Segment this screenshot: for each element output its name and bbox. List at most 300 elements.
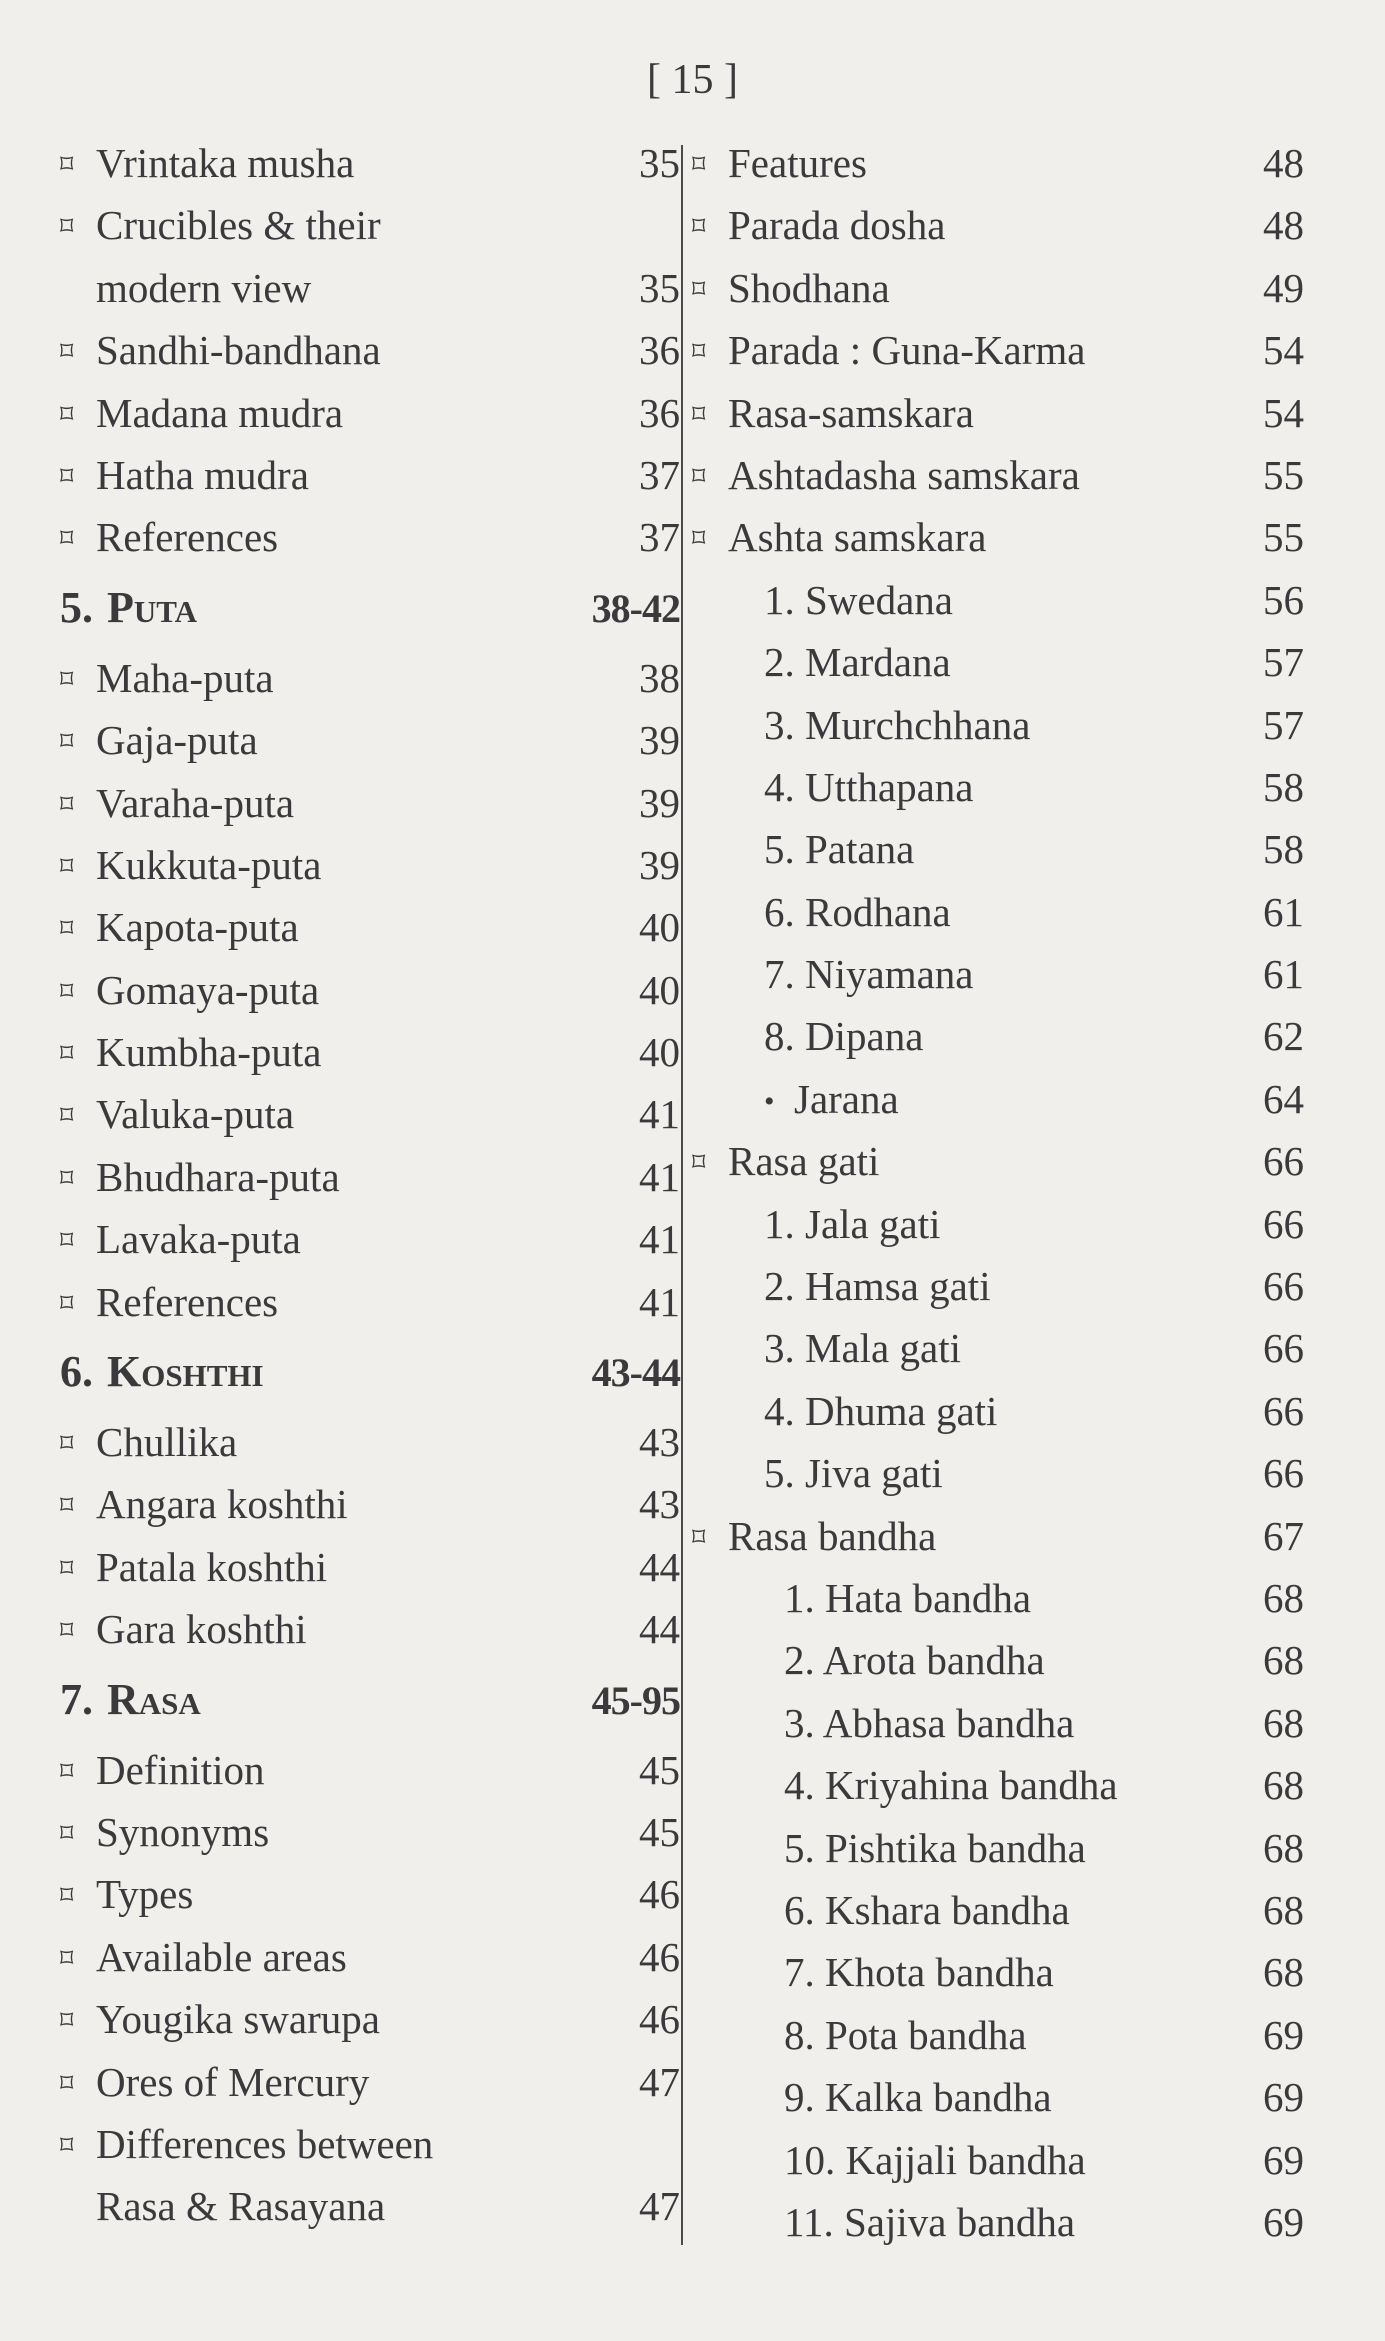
- entry-label: [60, 1598, 307, 1666]
- page-ref: 45: [639, 1746, 680, 1793]
- toc-entry: [692, 569, 1304, 631]
- page-ref: 54: [1263, 389, 1304, 436]
- entry-text: Rasa & Rasayana: [96, 2183, 386, 2230]
- entry-text: Ashta samskara: [728, 514, 987, 561]
- star-bullet-icon: ⌑: [60, 914, 74, 944]
- star-bullet-icon: ⌑: [692, 1522, 706, 1552]
- toc-entry: [60, 1801, 680, 1863]
- toc-entry: [692, 1754, 1304, 1816]
- entry-label: [692, 382, 974, 450]
- star-bullet-icon: ⌑: [60, 1163, 74, 1193]
- entry-label: [692, 631, 951, 693]
- toc-entry: [60, 896, 680, 958]
- toc-entry: [60, 1146, 680, 1208]
- entry-text: 8. Pota bandha: [784, 2011, 1027, 2058]
- entry-text: Kumbha-puta: [96, 1029, 322, 1076]
- entry-text: Gara koshthi: [96, 1606, 307, 1653]
- star-bullet-icon: ⌑: [60, 664, 74, 694]
- toc-entry: [692, 2004, 1304, 2066]
- page-ref: 35: [639, 264, 680, 311]
- entry-text: Lavaka-puta: [96, 1216, 301, 1263]
- entry-text: Kukkuta-puta: [96, 841, 322, 888]
- entry-label: [692, 1005, 923, 1067]
- page-ref: 68: [1263, 1762, 1304, 1809]
- star-bullet-icon: ⌑: [60, 1429, 74, 1459]
- entry-text: Parada : Guna-Karma: [728, 327, 1086, 374]
- entry-text: 3. Murchchhana: [764, 701, 1031, 748]
- page-ref: 68: [1263, 1949, 1304, 1996]
- entry-text: Rasa gati: [728, 1138, 880, 1185]
- page-ref: 62: [1263, 1013, 1304, 1060]
- entry-label: [60, 1661, 201, 1739]
- entry-label: [692, 1505, 936, 1573]
- toc-entry: [692, 444, 1304, 506]
- toc-entry: [692, 1505, 1304, 1567]
- entry-text: Kapota-puta: [96, 904, 299, 951]
- star-bullet-icon: ⌑: [60, 1101, 74, 1131]
- section-title: Koshthi: [107, 1347, 264, 1397]
- toc-entry: [60, 257, 680, 319]
- toc-entry: [60, 2175, 680, 2237]
- entry-text: Maha-puta: [96, 654, 274, 701]
- star-bullet-icon: ⌑: [60, 727, 74, 757]
- section-title: Puta: [107, 582, 198, 632]
- toc-entry: [60, 1863, 680, 1925]
- entry-label: [692, 1317, 961, 1379]
- toc-entry: [60, 772, 680, 834]
- star-bullet-icon: ⌑: [60, 1553, 74, 1583]
- toc-entry: [60, 444, 680, 506]
- entry-label: [60, 1926, 347, 1994]
- entry-label: [692, 319, 1085, 387]
- star-bullet-icon: ⌑: [692, 1148, 706, 1178]
- page-number: [ 15 ]: [647, 57, 738, 103]
- page-ref: 68: [1263, 1574, 1304, 1621]
- entry-text: Available areas: [96, 1933, 347, 1980]
- page-ref: 39: [639, 841, 680, 888]
- entry-text: Gaja-puta: [96, 717, 258, 764]
- page-ref: 66: [1263, 1200, 1304, 1247]
- entry-text: 7. Khota bandha: [784, 1949, 1054, 1996]
- page-ref: 39: [639, 779, 680, 826]
- entry-text: 1. Hata bandha: [784, 1574, 1032, 1621]
- entry-label: [60, 506, 278, 574]
- entry-label: [60, 1021, 321, 1089]
- star-bullet-icon: ⌑: [692, 524, 706, 554]
- star-bullet-icon: ⌑: [60, 1881, 74, 1911]
- entry-label: [60, 2051, 369, 2119]
- toc-entry: [692, 1692, 1304, 1754]
- page-ref: 41: [639, 1216, 680, 1263]
- toc-entry: [692, 756, 1304, 818]
- entry-text: 5. Jiva gati: [764, 1450, 943, 1497]
- page-ref: 41: [639, 1278, 680, 1325]
- star-bullet-icon: ⌑: [60, 851, 74, 881]
- entry-label: [692, 444, 1080, 512]
- star-bullet-icon: ⌑: [60, 1226, 74, 1256]
- toc-entry: [60, 382, 680, 444]
- entry-label: [692, 694, 1030, 756]
- entry-label: [692, 943, 973, 1005]
- entry-text: 1. Jala gati: [764, 1200, 941, 1247]
- page-ref: 40: [639, 904, 680, 951]
- page-ref: 67: [1263, 1512, 1304, 1559]
- section-number: 5.: [60, 582, 93, 632]
- page-ref: 46: [639, 1933, 680, 1980]
- page-ref: 36: [639, 389, 680, 436]
- toc-entry: [60, 1926, 680, 1988]
- toc-entry: [60, 1208, 680, 1270]
- toc-entry: [60, 132, 680, 194]
- entry-label: [60, 2175, 385, 2237]
- entry-label: [60, 1411, 237, 1479]
- entry-label: [692, 1442, 943, 1504]
- page-ref: 45: [639, 1808, 680, 1855]
- toc-entry: [692, 2129, 1304, 2191]
- page-ref: 57: [1263, 701, 1304, 748]
- entry-label: [60, 1801, 269, 1869]
- entry-text: 3. Abhasa bandha: [784, 1699, 1075, 1746]
- star-bullet-icon: ⌑: [60, 337, 74, 367]
- entry-label: [692, 1817, 1086, 1879]
- entry-text: Gomaya-puta: [96, 966, 320, 1013]
- page-ref: 43: [639, 1481, 680, 1528]
- entry-label: [60, 194, 381, 262]
- page-ref: 47: [639, 2058, 680, 2105]
- page-ref: 58: [1263, 826, 1304, 873]
- page-ref: 55: [1263, 514, 1304, 561]
- entry-text: Hatha mudra: [96, 451, 309, 498]
- star-bullet-icon: ⌑: [60, 2130, 74, 2160]
- toc-entry: [60, 1598, 680, 1660]
- entry-text: Shodhana: [728, 264, 890, 311]
- entry-text: 4. Kriyahina bandha: [784, 1762, 1118, 1809]
- page-ref: 35: [639, 140, 680, 186]
- star-bullet-icon: ⌑: [60, 1818, 74, 1848]
- entry-text: 3. Mala gati: [764, 1325, 961, 1372]
- page-ref: 48: [1263, 140, 1304, 186]
- entry-text: Bhudhara-puta: [96, 1153, 340, 1200]
- page-ref: 38-42: [591, 585, 680, 631]
- entry-label: [692, 569, 953, 631]
- entry-label: [60, 1146, 340, 1214]
- page-ref: 61: [1263, 951, 1304, 998]
- page-ref: 69: [1263, 2074, 1304, 2121]
- page-ref: 69: [1263, 2198, 1304, 2245]
- star-bullet-icon: ⌑: [60, 212, 74, 242]
- toc-entry: [692, 631, 1304, 693]
- toc-entry: [692, 1817, 1304, 1879]
- page-ref: 37: [639, 514, 680, 561]
- toc-entry: [60, 1536, 680, 1598]
- toc-entry: [692, 1193, 1304, 1255]
- section-heading: [60, 1661, 680, 1739]
- toc-entry: [692, 1941, 1304, 2003]
- page-ref: 66: [1263, 1138, 1304, 1185]
- entry-text: References: [96, 1278, 279, 1325]
- entry-text: 5. Patana: [764, 826, 915, 873]
- star-bullet-icon: ⌑: [60, 976, 74, 1006]
- entry-label: [60, 959, 319, 1027]
- entry-label: [60, 772, 294, 840]
- entry-label: [692, 881, 951, 943]
- entry-text: 5. Pishtika bandha: [784, 1824, 1086, 1871]
- entry-label: [60, 132, 354, 200]
- page-ref: 69: [1263, 2011, 1304, 2058]
- entry-label: [60, 2113, 433, 2181]
- entry-label: [60, 1271, 278, 1339]
- toc-entry: [692, 1629, 1304, 1691]
- entry-label: [692, 2066, 1052, 2128]
- toc-entry: [60, 834, 680, 896]
- entry-label: [60, 319, 381, 387]
- page-ref: 36: [639, 327, 680, 374]
- entry-text: Jarana: [794, 1075, 899, 1122]
- page-ref: 40: [639, 1029, 680, 1076]
- toc-entry: [60, 1988, 680, 2050]
- toc-entry: [692, 132, 1304, 194]
- star-bullet-icon: ⌑: [60, 399, 74, 429]
- entry-label: [692, 2191, 1075, 2253]
- toc-entry: [692, 1317, 1304, 1379]
- star-bullet-icon: ⌑: [692, 399, 706, 429]
- entry-text: Differences between: [96, 2120, 434, 2167]
- star-bullet-icon: ⌑: [692, 274, 706, 304]
- left-column: [60, 132, 680, 2238]
- entry-label: [692, 1754, 1118, 1816]
- star-bullet-icon: ⌑: [692, 212, 706, 242]
- page-ref: 56: [1263, 576, 1304, 623]
- page-ref: 44: [639, 1543, 680, 1590]
- entry-text: Features: [728, 140, 867, 186]
- page-ref: 40: [639, 966, 680, 1013]
- toc-entry: [60, 506, 680, 568]
- toc-entry: [692, 382, 1304, 444]
- toc-entry: [692, 1567, 1304, 1629]
- section-title: Rasa: [107, 1674, 201, 1724]
- entry-label: [692, 132, 867, 200]
- page-ref: 47: [639, 2183, 680, 2230]
- page-ref: 38: [639, 654, 680, 701]
- toc-entry: [692, 2191, 1304, 2253]
- section-heading: [60, 569, 680, 647]
- star-bullet-icon: ⌑: [60, 1039, 74, 1069]
- toc-entry: [60, 2113, 680, 2175]
- page-ref: 61: [1263, 888, 1304, 935]
- entry-label: [60, 1083, 294, 1151]
- entry-text: Types: [96, 1871, 194, 1918]
- entry-label: [692, 1879, 1070, 1941]
- entry-text: 9. Kalka bandha: [784, 2074, 1052, 2121]
- star-bullet-icon: ⌑: [60, 150, 74, 179]
- entry-text: Parada dosha: [728, 202, 946, 249]
- entry-text: References: [96, 514, 279, 561]
- entry-text: 6. Kshara bandha: [784, 1886, 1070, 1933]
- toc-entry: [60, 1739, 680, 1801]
- page-ref: 48: [1263, 202, 1304, 249]
- entry-text: Ashtadasha samskara: [728, 451, 1080, 498]
- toc-entry: [692, 1130, 1304, 1192]
- page-ref: 68: [1263, 1824, 1304, 1871]
- entry-text: modern view: [96, 264, 312, 311]
- star-bullet-icon: ⌑: [60, 789, 74, 819]
- entry-label: [60, 1208, 301, 1276]
- toc-entry: [692, 818, 1304, 880]
- toc-entry: [692, 194, 1304, 256]
- toc-entry: [60, 709, 680, 771]
- page-ref: 55: [1263, 451, 1304, 498]
- entry-text: 10. Kajjali bandha: [784, 2136, 1086, 2183]
- page-ref: 41: [639, 1091, 680, 1138]
- entry-text: Rasa-samskara: [728, 389, 974, 436]
- entry-label: [60, 1863, 193, 1931]
- toc-entry: [60, 647, 680, 709]
- entry-text: 2. Mardana: [764, 639, 951, 686]
- entry-text: 8. Dipana: [764, 1013, 924, 1060]
- entry-label: [60, 1473, 348, 1541]
- entry-label: [60, 709, 258, 777]
- entry-text: 2. Arota bandha: [784, 1637, 1045, 1684]
- page-ref: 58: [1263, 763, 1304, 810]
- page-ref: 49: [1263, 264, 1304, 311]
- entry-label: [692, 1380, 997, 1442]
- toc-entry: [60, 194, 680, 256]
- entry-label: [692, 2129, 1086, 2191]
- entry-text: 6. Rodhana: [764, 888, 951, 935]
- entry-text: Crucibles & their: [96, 202, 381, 249]
- entry-label: [60, 257, 311, 319]
- entry-text: Yougika swarupa: [96, 1996, 380, 2043]
- entry-label: [692, 194, 945, 262]
- entry-text: 4. Utthapana: [764, 763, 974, 810]
- entry-label: [692, 1941, 1054, 2003]
- entry-label: [692, 506, 986, 574]
- toc-entry: [692, 694, 1304, 756]
- dot-bullet-icon: •: [764, 1084, 775, 1118]
- toc-entry: [692, 881, 1304, 943]
- star-bullet-icon: ⌑: [60, 2068, 74, 2098]
- entry-text: 4. Dhuma gati: [764, 1387, 998, 1434]
- page-ref: 43: [639, 1419, 680, 1466]
- page-ref: 66: [1263, 1325, 1304, 1372]
- entry-text: Patala koshthi: [96, 1543, 328, 1590]
- entry-text: 11. Sajiva bandha: [784, 2198, 1076, 2245]
- entry-label: [692, 1692, 1074, 1754]
- entry-label: [692, 1130, 879, 1198]
- entry-label: [60, 444, 309, 512]
- entry-label: [60, 569, 197, 647]
- page-ref: 66: [1263, 1387, 1304, 1434]
- toc-entry: [692, 1068, 1304, 1130]
- toc-entry: [692, 257, 1304, 319]
- entry-text: Rasa bandha: [728, 1512, 937, 1559]
- page-ref: 68: [1263, 1637, 1304, 1684]
- toc-entry: [60, 2051, 680, 2113]
- entry-text: 2. Hamsa gati: [764, 1263, 991, 1310]
- section-number: 7.: [60, 1674, 93, 1724]
- entry-label: [692, 1567, 1031, 1629]
- toc-entry: [60, 1083, 680, 1145]
- toc-entry: [692, 943, 1304, 1005]
- page-ref: 37: [639, 451, 680, 498]
- star-bullet-icon: ⌑: [60, 1491, 74, 1521]
- entry-label: [692, 756, 973, 818]
- entry-text: 1. Swedana: [764, 576, 954, 623]
- entry-label: [60, 1739, 265, 1807]
- toc-entry: [692, 1005, 1304, 1067]
- entry-label: [60, 834, 321, 902]
- toc-entry: [60, 1021, 680, 1083]
- toc-entry: [692, 1255, 1304, 1317]
- entry-text: Ores of Mercury: [96, 2058, 370, 2105]
- page-ref: 41: [639, 1153, 680, 1200]
- entry-label: [692, 1068, 899, 1135]
- page-ref: 54: [1263, 327, 1304, 374]
- entry-text: 7. Niyamana: [764, 951, 974, 998]
- page-ref: 46: [639, 1996, 680, 2043]
- toc-entry: [692, 1380, 1304, 1442]
- section-number: 6.: [60, 1347, 93, 1397]
- page-ref: 39: [639, 717, 680, 764]
- page-ref: 46: [639, 1871, 680, 1918]
- page-ref: 66: [1263, 1450, 1304, 1497]
- page-ref: 43-44: [591, 1350, 680, 1396]
- star-bullet-icon: ⌑: [692, 337, 706, 367]
- star-bullet-icon: ⌑: [60, 1943, 74, 1973]
- star-bullet-icon: ⌑: [60, 461, 74, 491]
- page-ref: 45-95: [591, 1677, 680, 1723]
- entry-text: Vrintaka musha: [96, 140, 355, 186]
- entry-text: Synonyms: [96, 1808, 270, 1855]
- page-ref: 68: [1263, 1886, 1304, 1933]
- page-ref: 64: [1263, 1075, 1304, 1122]
- toc-entry: [692, 319, 1304, 381]
- toc-entry: [692, 1442, 1304, 1504]
- column-divider: [681, 145, 683, 2245]
- page-ref: 57: [1263, 639, 1304, 686]
- toc-entry: [60, 1473, 680, 1535]
- star-bullet-icon: ⌑: [60, 524, 74, 554]
- entry-label: [60, 1333, 264, 1411]
- toc-entry: [60, 1271, 680, 1333]
- entry-label: [60, 382, 343, 450]
- section-heading: [60, 1333, 680, 1411]
- entry-label: [692, 818, 914, 880]
- entry-label: [60, 896, 299, 964]
- page-ref: 44: [639, 1606, 680, 1653]
- star-bullet-icon: ⌑: [692, 150, 706, 179]
- star-bullet-icon: ⌑: [60, 1288, 74, 1318]
- right-column: [692, 132, 1304, 2253]
- toc-entry: [60, 959, 680, 1021]
- toc-entry: [692, 506, 1304, 568]
- entry-label: [692, 1193, 940, 1255]
- entry-label: [60, 1536, 327, 1604]
- page-ref: 68: [1263, 1699, 1304, 1746]
- toc-entry: [692, 1879, 1304, 1941]
- star-bullet-icon: ⌑: [60, 1756, 74, 1786]
- entry-text: Chullika: [96, 1419, 238, 1466]
- entry-text: Angara koshthi: [96, 1481, 348, 1528]
- entry-text: Madana mudra: [96, 389, 344, 436]
- star-bullet-icon: ⌑: [60, 2006, 74, 2036]
- entry-text: Valuka-puta: [96, 1091, 295, 1138]
- entry-label: [692, 1629, 1045, 1691]
- entry-text: Definition: [96, 1746, 265, 1793]
- entry-label: [692, 257, 890, 325]
- entry-label: [692, 1255, 991, 1317]
- entry-text: Sandhi-bandhana: [96, 327, 381, 374]
